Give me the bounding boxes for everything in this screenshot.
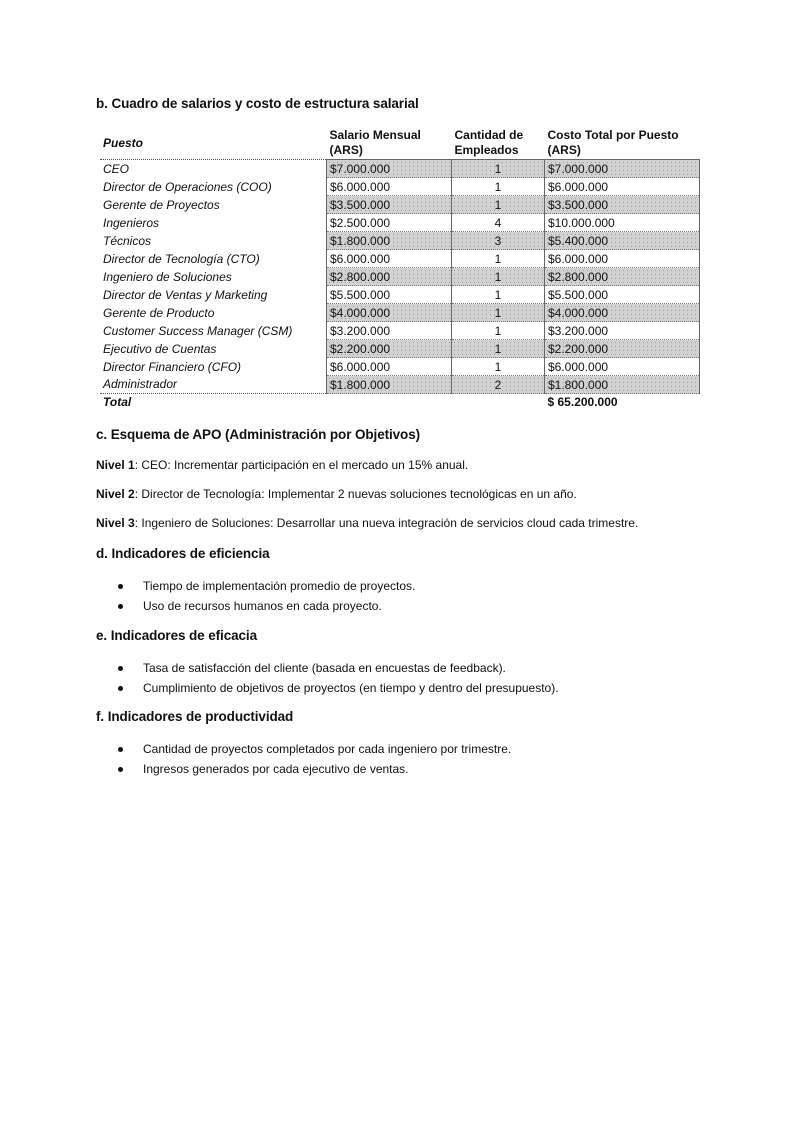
cell-cantidad: 1 <box>452 304 545 322</box>
total-label: Total <box>100 394 327 411</box>
cell-salario: $2.500.000 <box>327 214 452 232</box>
cell-puesto: CEO <box>103 161 130 176</box>
total-value: $ 65.200.000 <box>545 394 700 411</box>
efficiency-list <box>96 576 415 616</box>
section-f-title: f. Indicadores de productividad <box>96 709 294 724</box>
cell-costo: $2.200.000 <box>545 340 700 358</box>
table-row <box>100 322 700 340</box>
cell-salario: $3.200.000 <box>327 322 452 340</box>
cell-salario: $1.800.000 <box>327 232 452 250</box>
cell-costo: $7.000.000 <box>545 160 700 178</box>
cell-cantidad: 1 <box>452 250 545 268</box>
cell-costo: $5.400.000 <box>545 232 700 250</box>
cell-cantidad: 2 <box>452 376 545 394</box>
cell-costo: $6.000.000 <box>545 358 700 376</box>
cell-puesto: Director Financiero (CFO) <box>103 359 242 374</box>
cell-costo: $6.000.000 <box>545 178 700 196</box>
apo-level-1 <box>96 458 468 472</box>
bullet-icon <box>118 604 123 609</box>
list-item: Cantidad de proyectos completados por cada ingeniero por trimestre. <box>96 739 511 759</box>
efficacy-list <box>96 658 559 698</box>
section-c-title: c. Esquema de APO (Administración por Objetivos) <box>96 427 421 442</box>
cell-salario: $3.500.000 <box>327 196 452 214</box>
cell-cantidad: 1 <box>452 286 545 304</box>
cell-costo: $3.200.000 <box>545 322 700 340</box>
list-item: Ingresos generados por cada ejecutivo de ventas. <box>96 759 511 779</box>
table-header-row <box>100 128 700 160</box>
cell-costo: $2.800.000 <box>545 268 700 286</box>
table-row <box>100 178 700 196</box>
cell-salario: $2.800.000 <box>327 268 452 286</box>
table-total-row <box>100 394 700 411</box>
header-costo: Costo Total por Puesto (ARS) <box>547 128 679 157</box>
cell-costo: $1.800.000 <box>545 376 700 394</box>
table-row <box>100 286 700 304</box>
list-item: Uso de recursos humanos en cada proyecto. <box>96 596 415 616</box>
apo-level-2 <box>96 487 577 501</box>
table-row <box>100 196 700 214</box>
bullet-icon <box>118 666 123 671</box>
cell-puesto: Técnicos <box>103 233 152 248</box>
cell-puesto: Ingeniero de Soluciones <box>103 269 232 284</box>
table-row <box>100 358 700 376</box>
table-row <box>100 376 700 394</box>
cell-cantidad: 1 <box>452 322 545 340</box>
cell-cantidad: 1 <box>452 160 545 178</box>
cell-cantidad: 1 <box>452 358 545 376</box>
cell-salario: $6.000.000 <box>327 358 452 376</box>
cell-salario: $5.500.000 <box>327 286 452 304</box>
cell-cantidad: 1 <box>452 196 545 214</box>
apo-level-3-text: : Ingeniero de Soluciones: Desarrollar una nueva integración de servicios cloud cada trimestre. <box>134 516 639 530</box>
cell-costo: $4.000.000 <box>545 304 700 322</box>
bullet-icon <box>118 747 123 752</box>
list-item: Tasa de satisfacción del cliente (basada en encuestas de feedback). <box>96 658 559 678</box>
cell-puesto: Director de Tecnología (CTO) <box>103 251 260 266</box>
cell-costo: $5.500.000 <box>545 286 700 304</box>
bullet-icon <box>118 584 123 589</box>
cell-cantidad: 3 <box>452 232 545 250</box>
apo-level-1-label: Nivel 1 <box>96 458 135 472</box>
cell-costo: $6.000.000 <box>545 250 700 268</box>
cell-salario: $7.000.000 <box>327 160 452 178</box>
list-item: Tiempo de implementación promedio de proyectos. <box>96 576 415 596</box>
cell-salario: $6.000.000 <box>327 178 452 196</box>
cell-puesto: Ejecutivo de Cuentas <box>103 341 217 356</box>
cell-salario: $4.000.000 <box>327 304 452 322</box>
cell-salario: $6.000.000 <box>327 250 452 268</box>
bullet-icon <box>118 686 123 691</box>
list-item: Cumplimiento de objetivos de proyectos (en tiempo y dentro del presupuesto). <box>96 678 559 698</box>
apo-level-2-text: : Director de Tecnología: Implementar 2 nuevas soluciones tecnológicas en un año. <box>134 487 577 501</box>
table-row <box>100 214 700 232</box>
cell-cantidad: 4 <box>452 214 545 232</box>
table-row <box>100 340 700 358</box>
header-salario: Salario Mensual (ARS) <box>329 128 421 157</box>
table-row <box>100 232 700 250</box>
apo-level-3 <box>96 516 638 530</box>
cell-costo: $10.000.000 <box>545 214 700 232</box>
bullet-icon <box>118 767 123 772</box>
table-row <box>100 304 700 322</box>
cell-puesto: Gerente de Producto <box>103 305 215 320</box>
cell-puesto: Director de Operaciones (COO) <box>103 179 272 194</box>
header-puesto: Puesto <box>103 135 144 150</box>
cell-puesto: Director de Ventas y Marketing <box>103 287 268 302</box>
section-d-title: d. Indicadores de eficiencia <box>96 546 270 561</box>
cell-salario: $1.800.000 <box>327 376 452 394</box>
apo-level-1-text: : CEO: Incrementar participación en el mercado un 15% anual. <box>134 458 469 472</box>
cell-puesto: Administrador <box>103 377 178 392</box>
section-b-title: b. Cuadro de salarios y costo de estructura salarial <box>96 96 419 111</box>
header-cantidad: Cantidad de Empleados <box>454 128 524 157</box>
salary-table <box>100 128 700 410</box>
cell-salario: $2.200.000 <box>327 340 452 358</box>
table-row <box>100 250 700 268</box>
table-row <box>100 160 700 178</box>
table-row <box>100 268 700 286</box>
cell-puesto: Ingenieros <box>103 215 160 230</box>
cell-puesto: Gerente de Proyectos <box>103 197 220 212</box>
cell-puesto: Customer Success Manager (CSM) <box>103 323 293 338</box>
apo-level-2-label: Nivel 2 <box>96 487 135 501</box>
cell-cantidad: 1 <box>452 268 545 286</box>
cell-costo: $3.500.000 <box>545 196 700 214</box>
productivity-list <box>96 739 511 779</box>
apo-level-3-label: Nivel 3 <box>96 516 135 530</box>
cell-cantidad: 1 <box>452 340 545 358</box>
cell-cantidad: 1 <box>452 178 545 196</box>
section-e-title: e. Indicadores de eficacia <box>96 628 257 643</box>
